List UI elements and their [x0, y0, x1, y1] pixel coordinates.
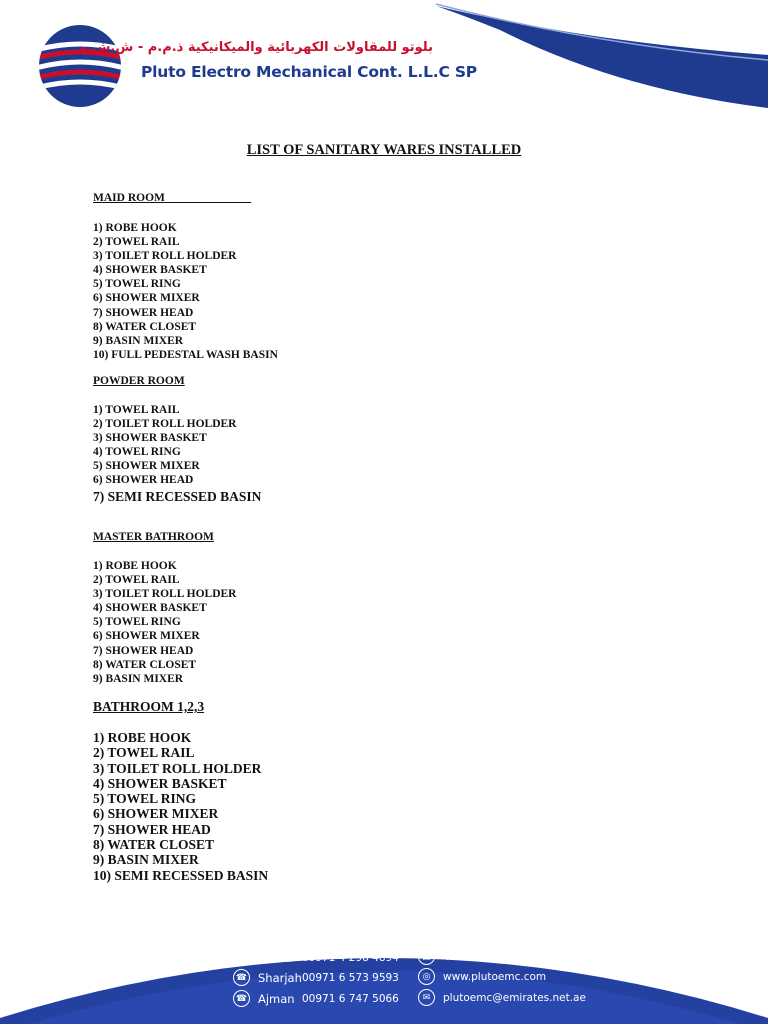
list-item: 10) FULL PEDESTAL WASH BASIN [93, 348, 278, 361]
email-icon: ✉ [418, 989, 435, 1006]
contact-sharjah: ☎ Sharjah 00971 6 573 9593 [233, 969, 399, 986]
contact-dubai: ☎ Dubai 00971 4 298 4894 [233, 949, 399, 966]
list-master-bathroom [93, 559, 236, 686]
list-item: 8) WATER CLOSET [93, 837, 215, 853]
list-item: 1) ROBE HOOK [93, 222, 177, 234]
list-item: 7) SHOWER HEAD [93, 644, 194, 657]
list-bathroom-1-2-3 [93, 730, 268, 883]
list-item: 4) TOWEL RING [93, 446, 181, 459]
list-item: 3) TOILET ROLL HOLDER [93, 250, 237, 263]
list-item: 2) TOILET ROLL HOLDER [93, 418, 237, 431]
list-maid-room [93, 221, 278, 362]
list-powder-room [93, 403, 261, 505]
section-heading-powder-room: POWDER ROOM [93, 375, 185, 387]
contact-email: ✉ plutoemc@emirates.net.ae [418, 989, 586, 1006]
list-item: 1) ROBE HOOK [93, 560, 177, 572]
list-item: 7) SHOWER HEAD [93, 821, 211, 837]
list-item: 2) TOWEL RAIL [93, 745, 195, 761]
list-item: 7) SHOWER HEAD [93, 306, 194, 319]
list-item: 1) TOWEL RAIL [93, 404, 180, 416]
mailbox-icon: ▤ [418, 948, 435, 965]
list-item: 3) SHOWER BASKET [93, 432, 207, 445]
list-item: 9) BASIN MIXER [93, 672, 184, 685]
list-item: 4) SHOWER BASKET [93, 775, 227, 791]
company-logo [36, 24, 124, 108]
phone-icon: ☎ [233, 969, 250, 986]
list-item: 5) TOWEL RING [93, 616, 181, 629]
list-item: 6) SHOWER MIXER [93, 292, 200, 305]
list-item: 9) BASIN MIXER [93, 852, 199, 868]
list-item: 5) TOWEL RING [93, 278, 181, 291]
list-item: 4) SHOWER BASKET [93, 602, 207, 615]
list-item: 10) SEMI RECESSED BASIN [93, 867, 269, 883]
list-item: 6) SHOWER MIXER [93, 630, 200, 643]
company-name-english: Pluto Electro Mechanical Cont. L.L.C SP [141, 63, 477, 81]
list-item: 9) BASIN MIXER [93, 334, 184, 347]
list-item: 4) SHOWER BASKET [93, 264, 207, 277]
contact-ajman: ☎ Ajman 00971 6 747 5066 [233, 990, 399, 1007]
list-item: 2) TOWEL RAIL [93, 574, 180, 587]
list-item: 6) SHOWER HEAD [93, 474, 194, 487]
document-title: LIST OF SANITARY WARES INSTALLED [246, 142, 522, 158]
contact-po-box: ▤ 41413 Sharjah [418, 948, 520, 965]
list-item: 8) WATER CLOSET [93, 320, 197, 333]
list-item: 7) SEMI RECESSED BASIN [93, 488, 262, 504]
phone-icon: ☎ [233, 990, 250, 1007]
section-heading-maid-room: MAID ROOM [93, 192, 165, 204]
list-item: 2) TOWEL RAIL [93, 236, 180, 249]
list-item: 5) SHOWER MIXER [93, 460, 200, 473]
section-heading-bathroom-1-2-3: BATHROOM 1,2,3 [93, 699, 205, 714]
list-item: 3) TOILET ROLL HOLDER [93, 588, 237, 601]
list-item: 8) WATER CLOSET [93, 658, 197, 671]
list-item: 6) SHOWER MIXER [93, 806, 219, 822]
globe-icon: ◎ [418, 968, 435, 985]
contact-website: ◎ www.plutoemc.com [418, 968, 546, 985]
list-item: 5) TOWEL RING [93, 791, 197, 807]
list-item: 3) TOILET ROLL HOLDER [93, 760, 262, 776]
section-heading-master-bathroom: MASTER BATHROOM [93, 531, 214, 543]
list-item: 1) ROBE HOOK [93, 730, 192, 745]
phone-icon: ☎ [233, 949, 250, 966]
company-name-arabic: بلوتو للمقاولات الكهربائية والميكانيكية ذ.م.م - ش.ش.و [79, 40, 433, 55]
